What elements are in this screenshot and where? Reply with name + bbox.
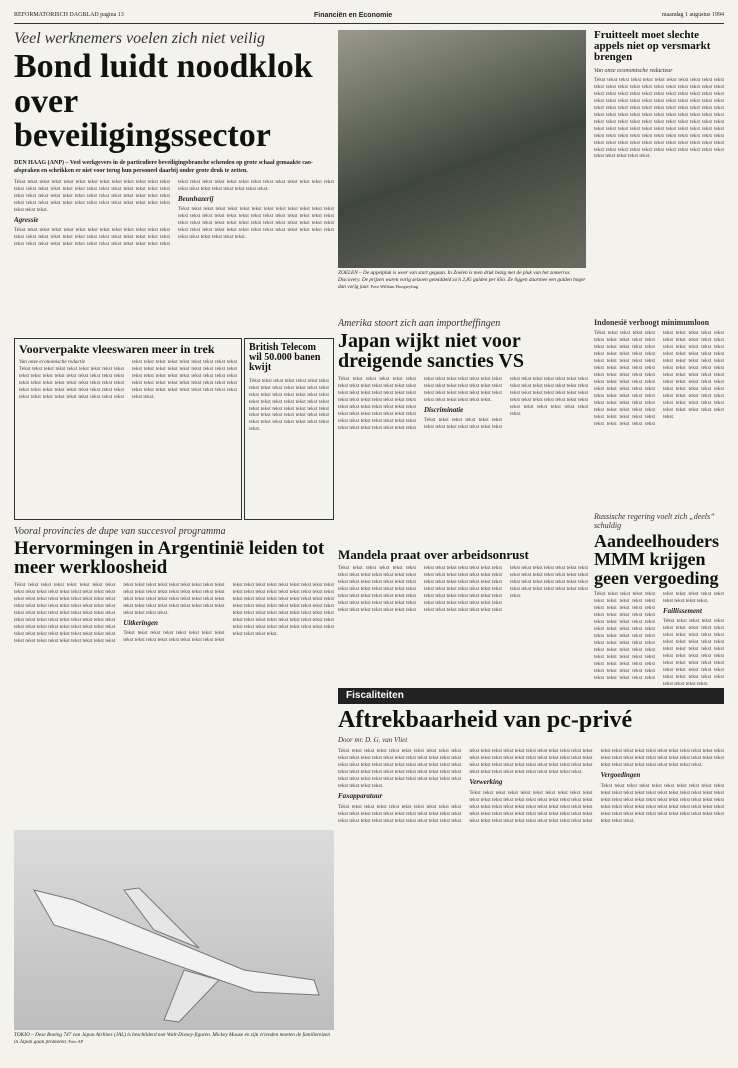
airplane-photo (14, 830, 334, 1030)
subheading: Beunhazerij (178, 194, 214, 203)
article-headline: Aftrekbaarheid van pc-privé (338, 708, 633, 733)
section-banner: Fiscaliteiten (338, 688, 724, 704)
article-kicker: Van onze economische redacteur (594, 67, 673, 74)
article-british-telecom (244, 338, 334, 520)
article-vleeswaren (14, 338, 242, 520)
article-headline: Mandela praat over arbeidsonrust (338, 548, 529, 562)
subheading: Faillissement (663, 607, 702, 616)
masthead-left: REFORMATORISCH DAGBLAD pagina 13 (14, 12, 124, 18)
subheading: Faxapparatuur (338, 792, 383, 801)
article-body: Tekst tekst tekst tekst tekst tekst tekst tekst tekst tekst tekst tekst tekst tekst tekst tekst tekst tekst tekst tekst tekst tekst tekst tekst tekst tekst tekst tekst tekst tekst tekst tekst tekst tekst tekst tekst tekst tekst tekst tekst tekst tekst tekst tekst tekst tekst tekst tekst tekst tekst tekst tekst tekst tekst tekst tekst tekst tekst. Faxapparatuur Tekst tekst tekst tekst tekst tekst tekst tekst tekst tekst tekst tekst tekst tekst tekst tekst tekst tekst tekst tekst tekst tekst tekst tekst tekst tekst tekst tekst tekst tekst tekst tekst tekst tekst tekst tekst tekst tekst tekst tekst tekst tekst tekst tekst tekst tekst tekst tekst tekst tekst tekst tekst tekst tekst tekst tekst tekst tekst tekst tekst tekst tekst tekst tekst tekst tekst tekst tekst tekst tekst tekst tekst tekst tekst tekst. Verwerking Tekst tekst tekst tekst tekst tekst tekst tekst tekst tekst tekst tekst tekst tekst tekst tekst tekst tekst tekst tekst tekst tekst tekst tekst tekst tekst tekst tekst tekst tekst tekst tekst tekst tekst tekst tekst tekst tekst tekst tekst tekst tekst tekst tekst tekst tekst tekst tekst tekst tekst tekst tekst tekst tekst tekst tekst tekst tekst tekst tekst tekst tekst tekst tekst tekst tekst tekst tekst tekst tekst tekst tekst tekst tekst tekst tekst tekst tekst tekst tekst tekst tekst tekst tekst tekst. Vergoedingen Tekst tekst tekst tekst tekst tekst tekst tekst tekst tekst tekst tekst tekst tekst tekst tekst tekst tekst tekst tekst tekst tekst tekst tekst tekst tekst tekst tekst tekst tekst tekst tekst tekst tekst tekst tekst tekst tekst tekst tekst tekst tekst tekst tekst tekst tekst tekst tekst tekst tekst tekst tekst tekst tekst tekst tekst tekst. (338, 748, 724, 824)
article-kicker: Amerika stoort zich aan importheffingen (338, 318, 501, 329)
article-pc-prive (338, 708, 724, 1058)
masthead (14, 10, 724, 24)
article-body: Tekst tekst tekst tekst tekst tekst tekst tekst tekst tekst tekst tekst tekst tekst tekst tekst tekst tekst tekst tekst tekst tekst tekst tekst tekst tekst tekst tekst tekst tekst tekst tekst tekst tekst tekst tekst tekst tekst tekst tekst tekst tekst tekst tekst tekst tekst tekst tekst tekst tekst tekst tekst tekst tekst tekst. Agressie Tekst tekst tekst tekst tekst tekst tekst tekst tekst tekst tekst tekst tekst tekst tekst tekst tekst tekst tekst tekst tekst tekst tekst tekst tekst tekst tekst tekst tekst tekst tekst tekst tekst tekst tekst tekst tekst tekst tekst tekst tekst tekst tekst tekst tekst tekst tekst tekst tekst tekst tekst tekst tekst tekst tekst tekst tekst tekst tekst tekst. Beunhazerij Tekst tekst tekst tekst tekst tekst tekst tekst tekst tekst tekst tekst tekst tekst tekst tekst tekst tekst tekst tekst tekst tekst tekst tekst tekst tekst tekst tekst tekst tekst tekst tekst tekst tekst tekst tekst tekst tekst tekst tekst tekst tekst tekst tekst tekst tekst tekst tekst tekst tekst tekst tekst tekst tekst tekst tekst tekst tekst. (14, 179, 334, 248)
subheading: Verwerking (469, 778, 503, 787)
photo-caption: ZOELEN – De appelpluk is weer van start gegaan. In Zoelen is men druk bezig met de pluk van het zomerras Discovery. De prijzen waren vorig seizoen gemiddeld zo'n 2,85 gulden per kilo. Ze liggen daarmee een gulden hoger dan vorig jaar. Foto William Hoogteyling (338, 270, 586, 290)
article-headline: Hervormingen in Argentinië leiden tot meer werkloosheid (14, 538, 325, 579)
article-body: Tekst tekst tekst tekst tekst tekst tekst tekst tekst tekst tekst tekst tekst tekst tekst tekst tekst tekst tekst tekst tekst tekst tekst tekst tekst tekst tekst tekst tekst tekst tekst tekst tekst tekst tekst tekst tekst tekst tekst tekst tekst tekst tekst tekst tekst tekst tekst tekst tekst tekst tekst tekst tekst tekst tekst tekst tekst tekst tekst tekst tekst tekst tekst tekst tekst tekst tekst tekst tekst tekst tekst tekst tekst tekst tekst tekst tekst tekst tekst tekst tekst tekst tekst tekst tekst tekst tekst tekst tekst tekst tekst tekst tekst tekst tekst tekst tekst tekst tekst tekst tekst tekst tekst tekst tekst tekst tekst tekst tekst tekst tekst tekst tekst tekst tekst tekst tekst tekst tekst tekst. Uitkeringen Tekst tekst tekst tekst tekst tekst tekst tekst tekst tekst tekst tekst tekst tekst tekst tekst tekst tekst tekst tekst tekst tekst tekst tekst tekst tekst tekst tekst tekst tekst tekst tekst tekst tekst tekst tekst tekst tekst tekst tekst tekst tekst tekst tekst tekst tekst tekst tekst tekst tekst tekst tekst tekst tekst tekst tekst tekst tekst tekst tekst tekst tekst tekst tekst tekst tekst tekst tekst tekst tekst tekst tekst tekst tekst tekst tekst tekst tekst tekst tekst tekst tekst tekst tekst. (14, 581, 334, 644)
subheading: Uitkeringen (123, 618, 158, 627)
masthead-date: maandag 1 augustus 1994 (661, 12, 724, 18)
article-headline: Bond luidt noodklok over beveiligingssector (14, 48, 313, 155)
article-argentinie (14, 526, 334, 826)
article-body: Tekst tekst tekst tekst tekst tekst tekst tekst tekst tekst tekst tekst tekst tekst tekst tekst tekst tekst tekst tekst tekst tekst tekst tekst tekst tekst tekst tekst tekst tekst tekst tekst tekst tekst tekst tekst tekst tekst tekst tekst tekst tekst tekst tekst tekst tekst tekst tekst tekst tekst tekst tekst tekst tekst tekst tekst tekst tekst tekst tekst tekst tekst tekst tekst tekst tekst tekst tekst tekst tekst tekst tekst tekst tekst tekst tekst tekst tekst tekst tekst tekst tekst tekst tekst tekst tekst tekst tekst tekst tekst tekst tekst tekst tekst tekst tekst tekst tekst tekst tekst tekst tekst tekst tekst tekst tekst tekst tekst tekst tekst tekst tekst tekst tekst tekst tekst tekst tekst tekst tekst tekst tekst tekst tekst tekst tekst. (594, 76, 724, 160)
article-kicker: Van onze economische redactie (19, 359, 86, 366)
airplane-icon (14, 830, 334, 1030)
article-headline: British Telecom wil 50.000 banen kwijt (249, 342, 321, 374)
subheading: Agressie (14, 215, 39, 224)
photo-caption: TOKIO – Deze Boeing 747 van Japan Airlines (JAL) is beschilderd met Walt-Disney-figuren. Mickey Mouse en zijn vrienden moeten de familiereizen in Japan gaan promoten. Foto AP (14, 1032, 331, 1045)
article-body: Van onze economische redactie Tekst tekst tekst tekst tekst tekst tekst tekst tekst tekst tekst tekst tekst tekst tekst tekst tekst tekst tekst tekst tekst tekst tekst tekst tekst tekst tekst tekst tekst tekst tekst tekst tekst tekst tekst tekst tekst tekst tekst tekst tekst tekst tekst tekst tekst tekst tekst tekst tekst tekst tekst tekst tekst tekst tekst tekst tekst tekst tekst tekst tekst tekst tekst tekst tekst tekst tekst tekst tekst tekst tekst tekst tekst tekst tekst tekst tekst tekst tekst tekst tekst tekst tekst tekst tekst tekst tekst tekst tekst tekst tekst tekst. (19, 359, 237, 401)
article-fruitteelt (594, 30, 724, 315)
article-body: Tekst tekst tekst tekst tekst tekst tekst tekst tekst tekst tekst tekst tekst tekst tekst tekst tekst tekst tekst tekst tekst tekst tekst tekst tekst tekst tekst tekst tekst tekst tekst tekst tekst tekst tekst tekst tekst tekst tekst tekst tekst tekst tekst tekst tekst tekst tekst tekst tekst tekst tekst tekst tekst tekst tekst tekst tekst tekst tekst tekst tekst tekst tekst tekst tekst tekst tekst tekst tekst tekst tekst tekst tekst tekst tekst tekst tekst tekst tekst tekst tekst tekst. Discriminatie Tekst tekst tekst tekst tekst tekst tekst tekst tekst tekst tekst tekst tekst tekst tekst tekst tekst tekst tekst tekst tekst tekst tekst tekst tekst tekst tekst tekst tekst tekst tekst tekst tekst tekst tekst tekst tekst tekst tekst tekst tekst tekst tekst tekst tekst tekst tekst tekst. (338, 375, 588, 431)
photo-credit: Foto William Hoogteyling (370, 283, 419, 289)
article-kicker: Vooral provincies de dupe van succesvol programma (14, 526, 226, 537)
article-headline: Japan wijkt niet voor dreigende sancties VS (338, 330, 524, 373)
article-body: Tekst tekst tekst tekst tekst tekst tekst tekst tekst tekst tekst tekst tekst tekst tekst tekst tekst tekst tekst tekst tekst tekst tekst tekst tekst tekst tekst tekst tekst tekst tekst tekst tekst tekst tekst tekst tekst tekst tekst tekst tekst tekst tekst tekst tekst tekst tekst tekst tekst tekst tekst tekst tekst tekst tekst tekst tekst tekst tekst tekst tekst tekst tekst tekst tekst tekst tekst tekst tekst tekst tekst tekst tekst tekst tekst tekst tekst tekst tekst tekst tekst tekst tekst tekst tekst tekst tekst tekst tekst tekst tekst tekst tekst tekst tekst tekst tekst tekst tekst tekst tekst tekst tekst tekst tekst tekst tekst tekst tekst tekst tekst tekst tekst tekst tekst tekst tekst tekst tekst tekst tekst tekst tekst tekst tekst tekst. (338, 565, 588, 614)
article-japan (338, 318, 588, 543)
subheading: Discriminatie (424, 405, 464, 414)
article-lead: DEN HAAG (ANP) – Veel werkgevers in de particuliere beveiligingsbranche schenden op grote schaal gemaakte cao-afspraken en schrikken er niet voor terug hun personeel daarbij onder grote druk te zetten. (14, 160, 313, 174)
subheading: Vergoedingen (600, 771, 641, 780)
article-indonesie (594, 318, 724, 508)
apple-picking-photo (338, 30, 586, 268)
article-headline: Aandeelhouders MMM krijgen geen vergoeding (594, 531, 720, 588)
article-mandela (338, 548, 588, 678)
article-headline: Voorverpakte vleeswaren meer in trek (19, 342, 215, 356)
article-byline: Door mr. D. G. van Vliet (338, 736, 408, 745)
article-body: Tekst tekst tekst tekst tekst tekst tekst tekst tekst tekst tekst tekst tekst tekst tekst tekst tekst tekst tekst tekst tekst tekst tekst tekst tekst tekst tekst tekst tekst tekst tekst tekst tekst tekst tekst tekst tekst tekst tekst tekst tekst tekst tekst tekst tekst tekst tekst tekst tekst tekst tekst tekst tekst tekst tekst tekst tekst tekst tekst tekst tekst tekst tekst tekst tekst tekst tekst tekst tekst tekst tekst tekst tekst tekst tekst tekst tekst tekst tekst tekst tekst tekst tekst tekst tekst tekst tekst tekst tekst tekst tekst tekst tekst tekst tekst tekst tekst tekst tekst tekst tekst tekst tekst tekst tekst tekst tekst tekst tekst tekst tekst tekst tekst tekst tekst tekst tekst tekst tekst tekst tekst tekst tekst tekst tekst tekst tekst tekst tekst tekst tekst. (594, 330, 724, 427)
section-title: Financiën en Economie (314, 12, 393, 19)
article-kicker: Indonesië verhoogt minimumloon (594, 318, 710, 327)
article-kicker: Russische regering voelt zich „deels” schuldig (594, 512, 715, 530)
article-body: Tekst tekst tekst tekst tekst tekst tekst tekst tekst tekst tekst tekst tekst tekst tekst tekst tekst tekst tekst tekst tekst tekst tekst tekst tekst tekst tekst tekst tekst tekst tekst tekst tekst tekst tekst tekst tekst tekst tekst tekst tekst tekst tekst tekst tekst tekst tekst tekst tekst tekst. (249, 377, 329, 433)
photo-credit: Foto AP (68, 1038, 84, 1044)
article-body: Tekst tekst tekst tekst tekst tekst tekst tekst tekst tekst tekst tekst tekst tekst tekst tekst tekst tekst tekst tekst tekst tekst tekst tekst tekst tekst tekst tekst tekst tekst tekst tekst tekst tekst tekst tekst tekst tekst tekst tekst tekst tekst tekst tekst tekst tekst tekst tekst tekst tekst tekst tekst tekst tekst tekst tekst tekst tekst tekst tekst tekst tekst tekst tekst tekst tekst tekst tekst tekst tekst tekst tekst tekst tekst. Faillissement Tekst tekst tekst tekst tekst tekst tekst tekst tekst tekst tekst tekst tekst tekst tekst tekst tekst tekst tekst tekst tekst tekst tekst tekst tekst tekst tekst tekst tekst tekst tekst tekst tekst tekst tekst tekst tekst tekst tekst tekst tekst tekst tekst tekst tekst tekst tekst tekst tekst. (594, 591, 724, 688)
article-bond (14, 30, 334, 330)
article-kicker: Veel werknemers voelen zich niet veilig (14, 30, 266, 47)
article-headline: Fruitteelt moet slechte appels niet op versmarkt brengen (594, 30, 711, 64)
